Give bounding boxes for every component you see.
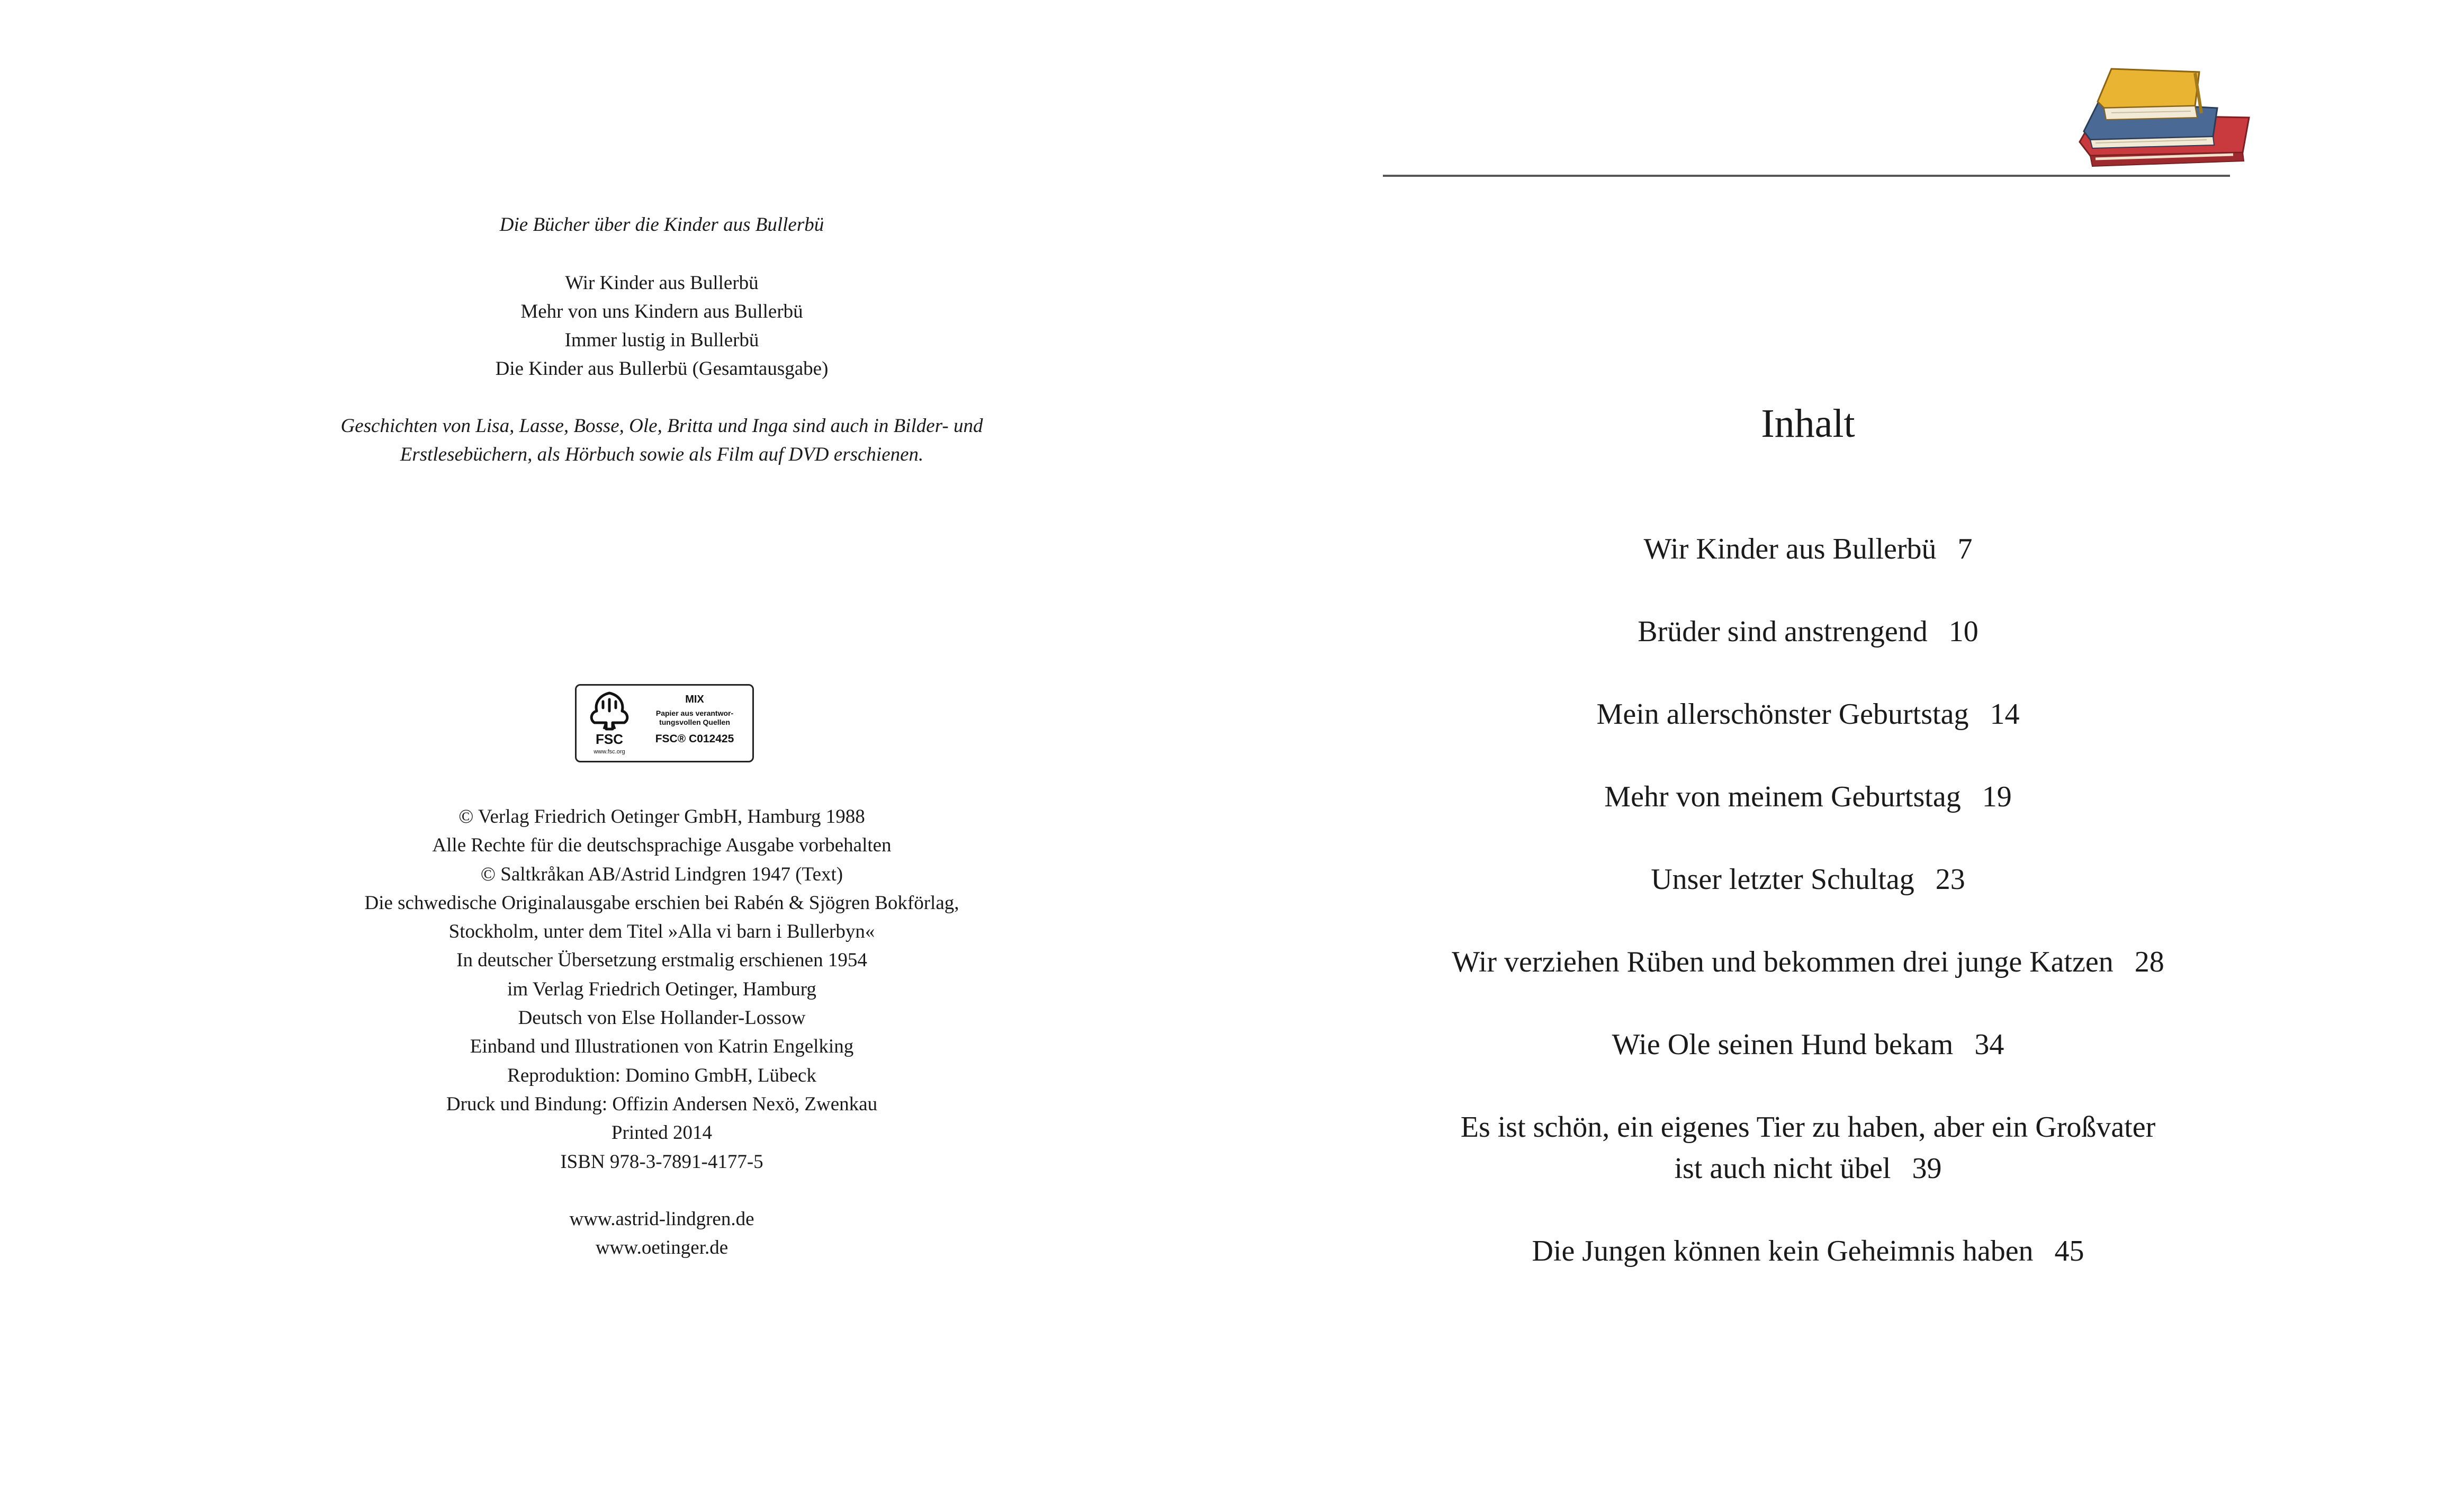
toc-entry-title: Wir Kinder aus Bullerbü — [1643, 533, 1937, 565]
series-section — [0, 211, 1324, 469]
website-link[interactable]: www.astrid-lindgren.de — [569, 1208, 754, 1230]
fsc-brand: FSC — [596, 731, 623, 747]
toc-title: Inhalt — [1761, 401, 1855, 446]
fsc-mix: MIX — [685, 694, 704, 705]
imprint-line: © Verlag Friedrich Oetinger GmbH, Hamburg 1988 — [458, 806, 865, 828]
series-note-line: Geschichten von Lisa, Lasse, Bosse, Ole, Britta und Inga sind auch in Bilder- und — [340, 415, 983, 437]
isbn: ISBN 978-3-7891-4177-5 — [560, 1151, 763, 1173]
toc-entry-title: Mein allerschönster Geburtstag — [1596, 698, 1969, 731]
toc-entry-page: 28 — [2134, 946, 2164, 978]
stack-of-books-icon — [2074, 62, 2254, 176]
websites — [0, 1205, 1324, 1262]
imprint-line: Einband und Illustrationen von Katrin Engelking — [470, 1036, 854, 1058]
toc-entry-page: 14 — [1990, 698, 2020, 731]
toc-entry-page: 34 — [1974, 1028, 2004, 1061]
toc-entry-page: 45 — [2054, 1235, 2084, 1268]
imprint-line: Alle Rechte für die deutschsprachige Ausgabe vorbehalten — [432, 834, 892, 857]
toc-entry[interactable] — [1324, 1024, 2292, 1065]
toc-entry-title: Wir verziehen Rüben und bekommen drei junge Katzen — [1452, 946, 2114, 978]
fsc-code: FSC® C012425 — [655, 733, 734, 745]
toc-entry-title: Brüder sind anstrengend — [1638, 615, 1928, 648]
imprint-line: Deutsch von Else Hollander-Lossow — [518, 1007, 806, 1029]
toc-entry-title: Es ist schön, ein eigenes Tier zu haben, aber ein Großvater — [1460, 1111, 2156, 1144]
toc-entry[interactable] — [1324, 941, 2292, 983]
imprint-line: Reproduktion: Domino GmbH, Lübeck — [507, 1064, 816, 1086]
series-title: Die Kinder aus Bullerbü (Gesamtausgabe) — [495, 358, 829, 380]
fsc-url: www.fsc.org — [593, 749, 625, 755]
toc-entry-title: Die Jungen können kein Geheimnis haben — [1532, 1235, 2034, 1268]
imprint-line: im Verlag Friedrich Oetinger, Hamburg — [507, 978, 816, 1000]
header-rule — [1383, 175, 2230, 177]
toc-entry[interactable] — [1324, 1230, 2292, 1272]
series-list — [0, 269, 1324, 383]
imprint-line: Stockholm, unter dem Titel »Alla vi barn i Bullerbyn« — [448, 921, 875, 943]
toc-entry[interactable] — [1324, 528, 2292, 570]
imprint — [0, 803, 1324, 1176]
series-title: Wir Kinder aus Bullerbü — [565, 272, 759, 294]
fsc-text — [639, 693, 750, 746]
series-note — [0, 412, 1324, 469]
imprint-line: Die schwedische Originalausgabe erschien bei Rabén & Sjögren Bokförlag, — [364, 892, 959, 914]
series-title: Immer lustig in Bullerbü — [564, 329, 759, 351]
toc-entry[interactable] — [1324, 859, 2292, 900]
fsc-paper-line: Papier aus verantwor- — [655, 709, 734, 717]
series-title: Mehr von uns Kindern aus Bullerbü — [520, 301, 803, 322]
toc-entry-title: Wie Ole seinen Hund bekam — [1612, 1028, 1954, 1061]
toc-entry-page: 39 — [1912, 1152, 1942, 1185]
toc-entry-title: Mehr von meinem Geburtstag — [1604, 780, 1961, 813]
fsc-paper-line: tungsvollen Quellen — [659, 718, 730, 726]
toc-entry-page: 10 — [1948, 615, 1979, 648]
fsc-tree-icon — [584, 690, 635, 758]
toc-entry-page: 19 — [1982, 780, 2012, 813]
imprint-line: Printed 2014 — [611, 1122, 713, 1144]
toc-entry-page: 7 — [1957, 533, 1973, 565]
toc-entry-page: 23 — [1935, 863, 1965, 896]
website-link[interactable]: www.oetinger.de — [595, 1237, 729, 1259]
toc-entry-title-cont: ist auch nicht übel — [1674, 1152, 1891, 1185]
imprint-line: © Saltkråkan AB/Astrid Lindgren 1947 (Text) — [480, 863, 843, 885]
toc-entry[interactable] — [1324, 1107, 2292, 1189]
fsc-logo — [575, 684, 754, 762]
imprint-line: Druck und Bindung: Offizin Andersen Nexö, Zwenkau — [446, 1093, 878, 1115]
table-of-contents — [1324, 528, 2292, 1313]
series-note-line: Erstlesebüchern, als Hörbuch sowie als Film auf DVD erschienen. — [400, 444, 924, 465]
series-heading: Die Bücher über die Kinder aus Bullerbü — [499, 214, 824, 236]
imprint-line: In deutscher Übersetzung erstmalig erschienen 1954 — [456, 949, 867, 972]
toc-entry[interactable] — [1324, 694, 2292, 735]
toc-entry[interactable] — [1324, 611, 2292, 652]
toc-entry[interactable] — [1324, 776, 2292, 817]
toc-entry-title: Unser letzter Schultag — [1651, 863, 1914, 896]
